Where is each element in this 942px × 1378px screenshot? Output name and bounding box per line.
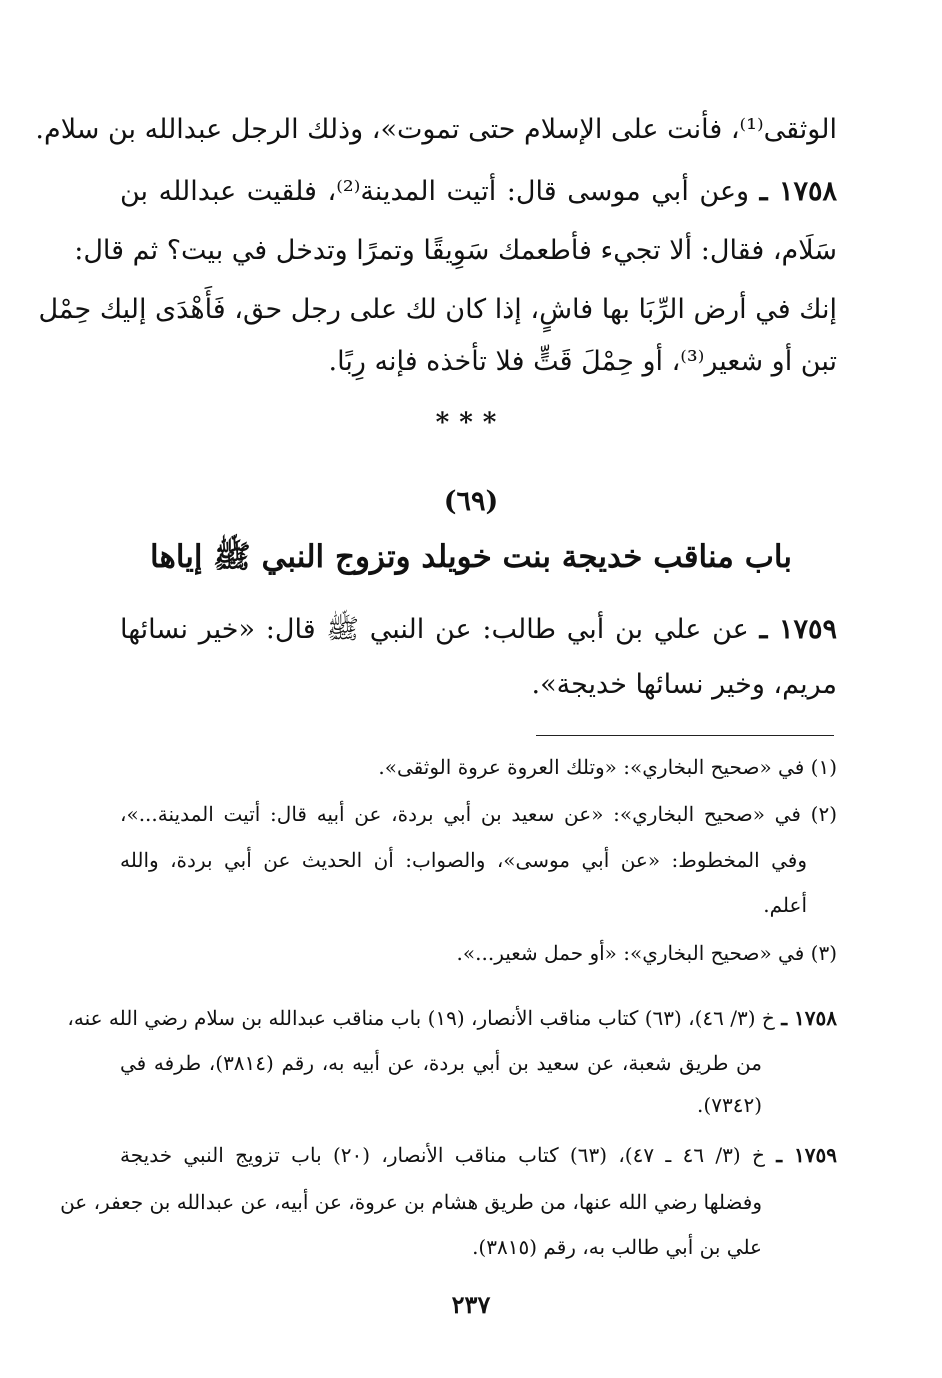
takhrij-number: ١٧٥٩ ـ [776, 1143, 838, 1167]
hadith-1758-line [120, 172, 837, 212]
footnote-2-line: (٢) في «صحيح البخاري»: «عن سعيد بن أبي بردة، عن أبيه قال: أتيت المدينة...»، [120, 802, 837, 826]
body-line: تبن أو شعير⁽³⁾، أو حِمْلَ قَتٍّ فلا تأخذه فإنه رِبًا. [328, 346, 837, 377]
chapter-number: (٦٩) [443, 486, 499, 517]
footnote-1: (١) في «صحيح البخاري»: «وتلك العروة عروة الوثقى». [378, 755, 837, 779]
hadith-number: ١٧٥٨ ـ [759, 176, 837, 207]
footnote-3: (٣) في «صحيح البخاري»: «أو حمل شعير...». [456, 941, 837, 965]
section-separator: *** [435, 408, 507, 438]
takhrij-line: (٧٣٤٢). [697, 1093, 762, 1117]
chapter-title: باب مناقب خديجة بنت خويلد وتزوج النبي ﷺ إياها [150, 539, 792, 575]
takhrij-text: خ (٣/ ٤٦ ـ ٤٧)، (٦٣) كتاب مناقب الأنصار، (٢٠) باب تزويج النبي خديجة [120, 1143, 765, 1167]
hadith-number: ١٧٥٩ ـ [759, 614, 837, 645]
body-line: مريم، وخير نسائها خديجة». [531, 669, 837, 700]
body-line: سَلَام، فقال: ألا تجيء فأطعمك سَوِيقًا وتمرًا وتدخل في بيت؟ ثم قال: [74, 235, 837, 266]
takhrij-1759-line [120, 1140, 837, 1170]
takhrij-1758-line [67, 1003, 837, 1033]
takhrij-line: وفضلها رضي الله عنها، من طريق هشام بن عروة، عن أبيه، عن عبدالله بن جعفر، عن [60, 1190, 762, 1214]
takhrij-line: من طريق شعبة، عن سعيد بن أبي بردة، عن أبيه به، رقم (٣٨١٤)، طرفه في [120, 1051, 762, 1075]
footnote-divider [536, 735, 834, 736]
body-line: إنك في أرض الرِّبَا بها فاشٍ، إذا كان لك على رجل حق، فَأَهْدَى إليك حِمْل [38, 294, 837, 325]
takhrij-number: ١٧٥٨ ـ [781, 1006, 837, 1030]
takhrij-line: علي بن أبي طالب به، رقم (٣٨١٥). [472, 1235, 762, 1259]
hadith-1759-line [120, 610, 837, 650]
takhrij-text: خ (٣/ ٤٦)، (٦٣) كتاب مناقب الأنصار، (١٩) باب مناقب عبدالله بن سلام رضي الله عنه، [67, 1006, 775, 1030]
footnote-2-line: وفي المخطوط: «عن أبي موسى»، والصواب: أن الحديث عن أبي بردة، والله [120, 848, 807, 872]
footnote-2-line: أعلم. [763, 893, 807, 917]
body-line: الوثقى⁽¹⁾، فأنت على الإسلام حتى تموت»، وذلك الرجل عبدالله بن سلام. [35, 114, 837, 145]
page-number: ٢٣٧ [451, 1290, 491, 1319]
hadith-text: وعن أبي موسى قال: أتيت المدينة⁽²⁾، فلقيت عبدالله بن [120, 176, 750, 207]
hadith-text: عن علي بن أبي طالب: عن النبي ﷺ قال: «خير نسائها [120, 614, 749, 645]
